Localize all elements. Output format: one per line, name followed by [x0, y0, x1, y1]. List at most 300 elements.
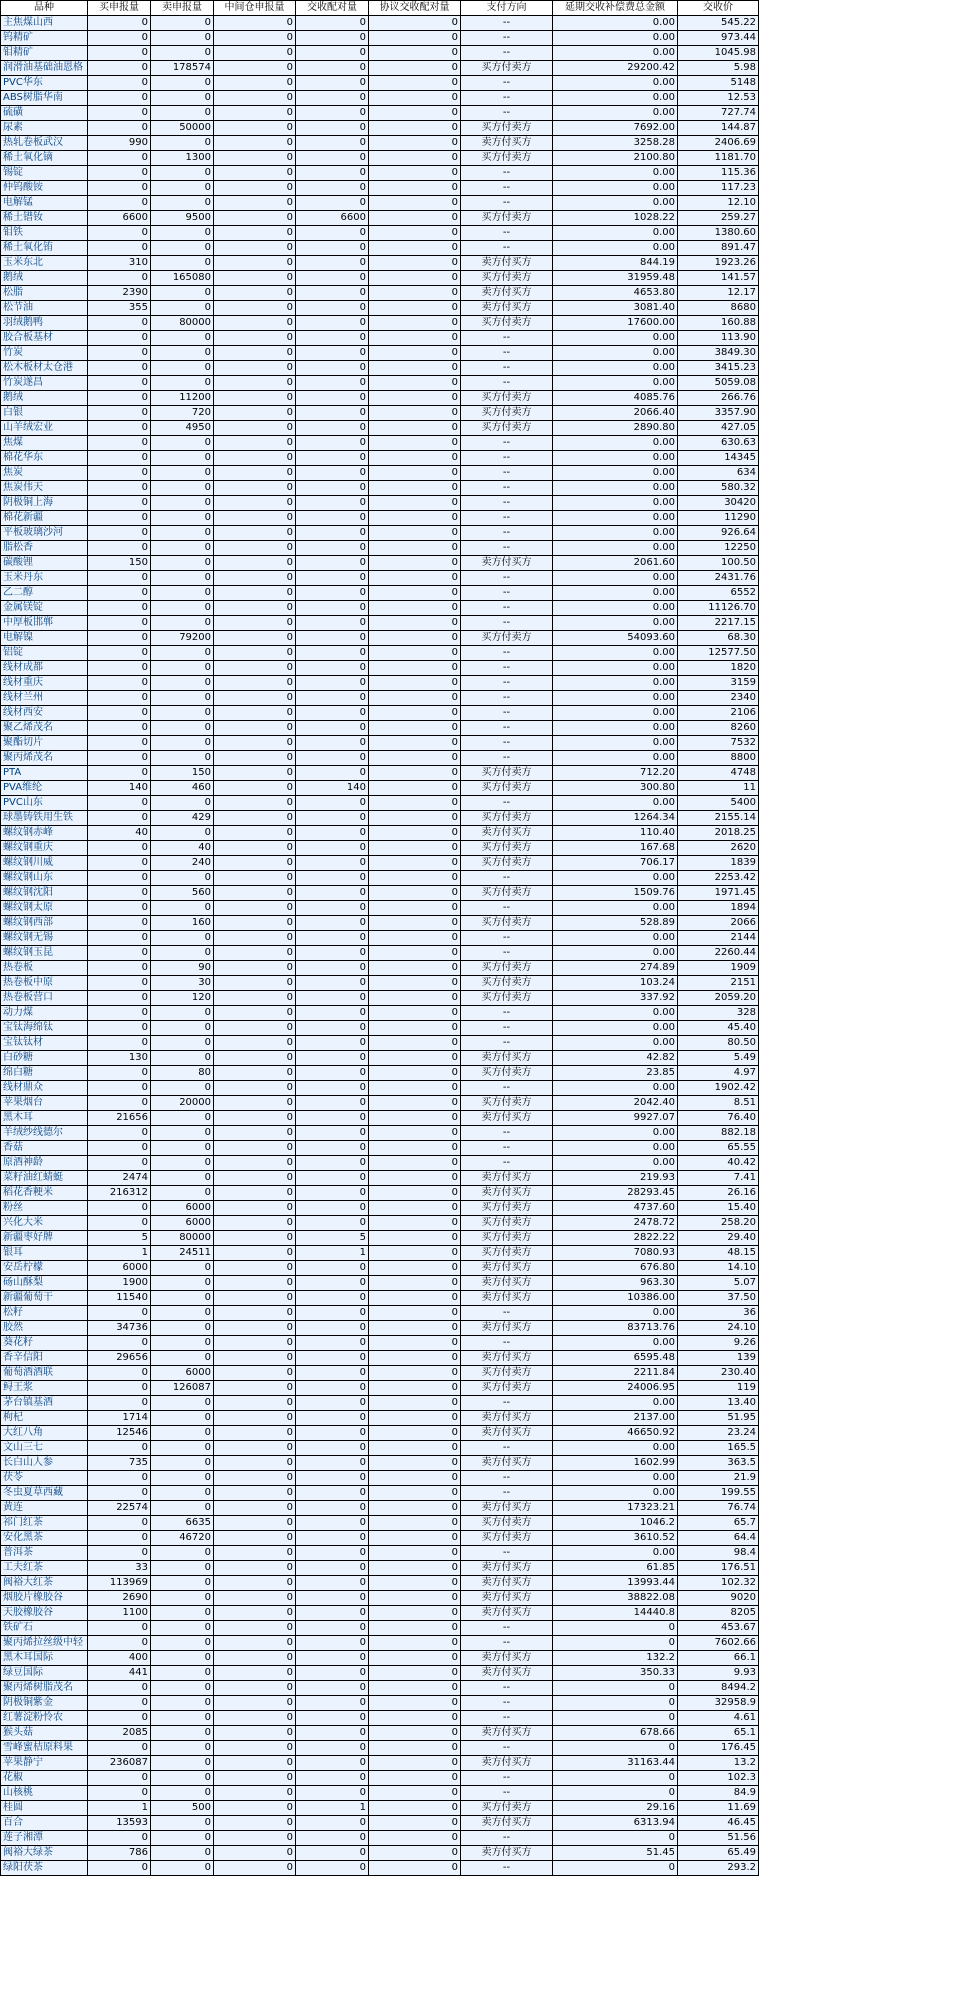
table-cell: 0 [151, 1156, 214, 1171]
table-row [1, 1831, 759, 1846]
table-cell: 0 [88, 991, 151, 1006]
commodity-name-cell: 白砂糖 [1, 1051, 88, 1066]
table-cell: 0 [214, 76, 296, 91]
table-cell: 1902.42 [678, 1081, 759, 1096]
table-cell: 0.00 [553, 1336, 678, 1351]
table-cell: 0 [296, 61, 369, 76]
table-cell: -- [461, 1546, 553, 1561]
commodity-name-cell: 主焦煤山西 [1, 16, 88, 31]
table-cell: 0 [296, 841, 369, 856]
table-cell: 0 [296, 766, 369, 781]
table-cell: 0 [369, 91, 461, 106]
commodity-name-cell: 竹炭 [1, 346, 88, 361]
table-cell: 0 [88, 121, 151, 136]
table-cell: 0 [369, 1516, 461, 1531]
table-row [1, 1246, 759, 1261]
table-cell: 0.00 [553, 721, 678, 736]
table-cell: 0 [88, 421, 151, 436]
table-cell: 0 [369, 961, 461, 976]
table-cell: 7532 [678, 736, 759, 751]
table-cell: 6600 [88, 211, 151, 226]
table-cell: 14440.8 [553, 1606, 678, 1621]
table-row [1, 1801, 759, 1816]
commodity-name-cell: 新疆枣好牌 [1, 1231, 88, 1246]
table-cell: 0 [214, 1051, 296, 1066]
table-row [1, 76, 759, 91]
table-cell: -- [461, 31, 553, 46]
table-cell: 0 [214, 121, 296, 136]
table-row [1, 1786, 759, 1801]
table-cell: 0 [88, 1036, 151, 1051]
table-cell: 0 [214, 1441, 296, 1456]
table-cell: 0 [296, 1051, 369, 1066]
table-cell: 48.15 [678, 1246, 759, 1261]
table-cell: 0 [369, 1081, 461, 1096]
table-row [1, 1636, 759, 1651]
table-cell: 0 [296, 1831, 369, 1846]
table-cell: 0 [88, 226, 151, 241]
table-cell: 0.00 [553, 616, 678, 631]
table-cell: 0 [214, 751, 296, 766]
table-cell: 卖方付买方 [461, 1846, 553, 1861]
table-row [1, 826, 759, 841]
table-row [1, 526, 759, 541]
table-cell: 0 [214, 1816, 296, 1831]
table-cell: -- [461, 1021, 553, 1036]
table-cell: 0 [88, 1531, 151, 1546]
table-cell: 0.00 [553, 451, 678, 466]
table-row [1, 61, 759, 76]
table-cell: 65.55 [678, 1141, 759, 1156]
table-row [1, 586, 759, 601]
table-cell: 8.51 [678, 1096, 759, 1111]
table-cell: 0 [214, 616, 296, 631]
table-cell: 0 [553, 1636, 678, 1651]
table-cell: 65.1 [678, 1726, 759, 1741]
table-cell: 0 [369, 1366, 461, 1381]
table-cell: 17600.00 [553, 316, 678, 331]
table-cell: 0 [88, 1126, 151, 1141]
table-row [1, 541, 759, 556]
table-cell: -- [461, 91, 553, 106]
table-row [1, 1261, 759, 1276]
table-cell: 0 [151, 556, 214, 571]
table-cell: 5 [296, 1231, 369, 1246]
table-cell: 0 [151, 1336, 214, 1351]
table-cell: -- [461, 1636, 553, 1651]
table-row [1, 1591, 759, 1606]
table-cell: 0 [214, 1426, 296, 1441]
commodity-name-cell: 宝钛钛材 [1, 1036, 88, 1051]
table-cell: 0 [151, 511, 214, 526]
table-cell: -- [461, 481, 553, 496]
table-row [1, 1081, 759, 1096]
table-row [1, 16, 759, 31]
table-cell: 0 [369, 1351, 461, 1366]
table-cell: 0 [214, 496, 296, 511]
table-row [1, 1711, 759, 1726]
table-cell: 3258.28 [553, 136, 678, 151]
table-cell: 0 [369, 301, 461, 316]
table-cell: 买方付卖方 [461, 781, 553, 796]
table-cell: 0 [553, 1711, 678, 1726]
table-cell: 0 [296, 316, 369, 331]
table-cell: 0 [296, 1021, 369, 1036]
table-row [1, 481, 759, 496]
table-cell: 6313.94 [553, 1816, 678, 1831]
table-cell: 0 [214, 1666, 296, 1681]
table-cell: 0 [88, 1696, 151, 1711]
table-cell: 0 [369, 106, 461, 121]
commodity-name-cell: 玉米东北 [1, 256, 88, 271]
table-cell: 8205 [678, 1606, 759, 1621]
table-cell: 0 [369, 391, 461, 406]
table-body [1, 16, 759, 1876]
table-cell: 0 [296, 556, 369, 571]
table-cell: 236087 [88, 1756, 151, 1771]
table-cell: 0 [88, 1471, 151, 1486]
table-cell: 0 [214, 1561, 296, 1576]
table-cell: 926.64 [678, 526, 759, 541]
table-cell: 0 [553, 1681, 678, 1696]
table-cell: 0 [369, 1201, 461, 1216]
table-cell: 0 [296, 1036, 369, 1051]
commodity-name-cell: 绵白糖 [1, 1066, 88, 1081]
table-cell: 0 [214, 241, 296, 256]
commodity-name-cell: 枸杞 [1, 1411, 88, 1426]
table-cell: 0 [296, 826, 369, 841]
table-cell: 0 [296, 1201, 369, 1216]
table-cell: 12.53 [678, 91, 759, 106]
table-cell: 7080.93 [553, 1246, 678, 1261]
table-cell: 0 [296, 16, 369, 31]
table-row [1, 121, 759, 136]
table-cell: 0 [214, 1846, 296, 1861]
table-cell: 0 [151, 1276, 214, 1291]
table-row [1, 1846, 759, 1861]
table-cell: 买方付卖方 [461, 211, 553, 226]
table-cell: 46.45 [678, 1816, 759, 1831]
table-row [1, 631, 759, 646]
table-cell: 0.00 [553, 331, 678, 346]
table-cell: 139 [678, 1351, 759, 1366]
table-cell: 0 [214, 376, 296, 391]
table-cell: 0 [296, 1591, 369, 1606]
table-row [1, 1471, 759, 1486]
table-cell: 0 [296, 151, 369, 166]
table-cell: -- [461, 16, 553, 31]
table-cell: 45.40 [678, 1021, 759, 1036]
table-row [1, 106, 759, 121]
commodity-name-cell: 菜籽油红蜻蜓 [1, 1171, 88, 1186]
table-cell: 0 [369, 1141, 461, 1156]
table-cell: 0.00 [553, 946, 678, 961]
table-cell: -- [461, 1861, 553, 1876]
table-cell: 0.00 [553, 1306, 678, 1321]
table-cell: 0 [369, 346, 461, 361]
table-cell: 0 [369, 496, 461, 511]
table-cell: 7.41 [678, 1171, 759, 1186]
table-cell: 0 [296, 241, 369, 256]
table-cell: 0 [369, 571, 461, 586]
table-cell: -- [461, 511, 553, 526]
table-cell: 0 [214, 1456, 296, 1471]
table-cell: 0 [214, 421, 296, 436]
table-row [1, 271, 759, 286]
table-cell: 0 [369, 826, 461, 841]
table-cell: 0 [369, 751, 461, 766]
table-cell: 卖方付买方 [461, 1591, 553, 1606]
table-cell: 2620 [678, 841, 759, 856]
table-cell: 0 [214, 226, 296, 241]
table-cell: -- [461, 1306, 553, 1321]
table-cell: 卖方付买方 [461, 1276, 553, 1291]
table-cell: 0 [214, 1111, 296, 1126]
table-cell: 买方付卖方 [461, 916, 553, 931]
table-cell: 0 [151, 91, 214, 106]
table-row [1, 601, 759, 616]
table-cell: 0 [88, 541, 151, 556]
table-cell: 199.55 [678, 1486, 759, 1501]
table-cell: 0.00 [553, 76, 678, 91]
table-cell: 0 [296, 1366, 369, 1381]
table-cell: 0 [88, 436, 151, 451]
table-cell: 0 [214, 1486, 296, 1501]
table-cell: 0 [296, 346, 369, 361]
table-cell: 0 [88, 1711, 151, 1726]
table-cell: -- [461, 1471, 553, 1486]
table-cell: 176.45 [678, 1741, 759, 1756]
table-row [1, 1771, 759, 1786]
table-cell: 0 [88, 16, 151, 31]
table-cell: 1971.45 [678, 886, 759, 901]
table-cell: 4737.60 [553, 1201, 678, 1216]
table-cell: 891.47 [678, 241, 759, 256]
table-cell: 720 [151, 406, 214, 421]
table-cell: 0 [369, 241, 461, 256]
table-cell: 卖方付买方 [461, 1816, 553, 1831]
table-cell: 0 [214, 1756, 296, 1771]
table-cell: 37.50 [678, 1291, 759, 1306]
table-cell: -- [461, 466, 553, 481]
commodity-name-cell: 焦煤 [1, 436, 88, 451]
table-cell: 0 [214, 466, 296, 481]
table-cell: 0 [214, 46, 296, 61]
table-cell: 0 [151, 1846, 214, 1861]
table-cell: 0 [214, 316, 296, 331]
table-cell: 0 [151, 196, 214, 211]
table-cell: 337.92 [553, 991, 678, 1006]
table-cell: 0 [151, 286, 214, 301]
table-cell: 3357.90 [678, 406, 759, 421]
table-cell: 0 [369, 811, 461, 826]
table-cell: 0 [369, 946, 461, 961]
table-cell: 0 [369, 871, 461, 886]
table-row [1, 901, 759, 916]
table-cell: 0 [151, 256, 214, 271]
table-cell: 66.1 [678, 1651, 759, 1666]
table-cell: 4085.76 [553, 391, 678, 406]
table-cell: 0 [369, 541, 461, 556]
table-cell: 0 [214, 1066, 296, 1081]
table-cell: 0 [369, 706, 461, 721]
table-cell: 8494.2 [678, 1681, 759, 1696]
table-cell: 0 [296, 1096, 369, 1111]
table-cell: 80.50 [678, 1036, 759, 1051]
commodity-name-cell: 铁矿石 [1, 1621, 88, 1636]
commodity-name-cell: 大红八角 [1, 1426, 88, 1441]
table-cell: 0 [214, 1366, 296, 1381]
commodity-name-cell: 松籽 [1, 1306, 88, 1321]
table-cell: 9.26 [678, 1336, 759, 1351]
table-cell: 0 [88, 751, 151, 766]
table-cell: 0 [151, 1771, 214, 1786]
table-cell: 0 [214, 1591, 296, 1606]
table-cell: 0 [369, 1501, 461, 1516]
table-cell: 0 [296, 1636, 369, 1651]
table-cell: 0 [296, 496, 369, 511]
table-cell: 0.00 [553, 1441, 678, 1456]
commodity-name-cell: 绿阳茯茶 [1, 1861, 88, 1876]
commodity-name-cell: 棉花新疆 [1, 511, 88, 526]
table-cell: 0.00 [553, 481, 678, 496]
table-row [1, 856, 759, 871]
table-cell: 0 [296, 1531, 369, 1546]
table-cell: 0 [214, 91, 296, 106]
table-row [1, 1351, 759, 1366]
table-cell: 0.00 [553, 46, 678, 61]
table-cell: 卖方付买方 [461, 1756, 553, 1771]
table-cell: 0 [151, 1261, 214, 1276]
commodity-name-cell: 银耳 [1, 1246, 88, 1261]
table-cell: 买方付卖方 [461, 1201, 553, 1216]
table-cell: 11290 [678, 511, 759, 526]
table-cell: 0 [369, 556, 461, 571]
table-cell: 0 [214, 721, 296, 736]
table-cell: 10386.00 [553, 1291, 678, 1306]
table-cell: 0 [88, 166, 151, 181]
table-cell: 0 [296, 1126, 369, 1141]
commodity-name-cell: 祁门红茶 [1, 1516, 88, 1531]
commodity-name-cell: 线材成都 [1, 661, 88, 676]
table-cell: 0 [151, 901, 214, 916]
table-cell: 0 [214, 1036, 296, 1051]
table-cell: 0 [214, 1606, 296, 1621]
table-cell: 2340 [678, 691, 759, 706]
table-cell: -- [461, 736, 553, 751]
table-cell: 0 [296, 466, 369, 481]
table-cell: 3849.30 [678, 346, 759, 361]
table-row [1, 1396, 759, 1411]
table-row [1, 1561, 759, 1576]
table-row [1, 991, 759, 1006]
table-row [1, 241, 759, 256]
table-row [1, 1816, 759, 1831]
table-cell: 160 [151, 916, 214, 931]
table-cell: 400 [88, 1651, 151, 1666]
table-cell: 0.00 [553, 91, 678, 106]
table-row [1, 1231, 759, 1246]
table-row [1, 691, 759, 706]
table-cell: 0 [88, 1516, 151, 1531]
table-cell: 0 [151, 601, 214, 616]
table-cell: 990 [88, 136, 151, 151]
table-cell: 76.40 [678, 1111, 759, 1126]
table-cell: 买方付卖方 [461, 991, 553, 1006]
table-cell: 0 [88, 1441, 151, 1456]
table-cell: 2431.76 [678, 571, 759, 586]
table-cell: 2690 [88, 1591, 151, 1606]
table-row [1, 376, 759, 391]
table-cell: 0 [151, 1021, 214, 1036]
table-cell: 买方付卖方 [461, 1096, 553, 1111]
table-cell: 0.00 [553, 871, 678, 886]
table-row [1, 331, 759, 346]
table-cell: 140 [88, 781, 151, 796]
table-cell: 0 [214, 661, 296, 676]
header-cell: 交收价 [678, 1, 759, 16]
table-cell: 0 [369, 1231, 461, 1246]
commodity-name-cell: 粉丝 [1, 1201, 88, 1216]
table-row [1, 721, 759, 736]
table-cell: 0.00 [553, 691, 678, 706]
table-cell: 2151 [678, 976, 759, 991]
table-cell: 0 [296, 586, 369, 601]
table-cell: 80000 [151, 1231, 214, 1246]
table-row [1, 151, 759, 166]
table-cell: 973.44 [678, 31, 759, 46]
table-cell: 0.00 [553, 466, 678, 481]
table-cell: 0 [214, 1861, 296, 1876]
commodity-name-cell: 润滑油基础油恩格 [1, 61, 88, 76]
table-cell: -- [461, 526, 553, 541]
table-cell: 0 [369, 991, 461, 1006]
table-cell: -- [461, 601, 553, 616]
table-cell: 0 [151, 571, 214, 586]
table-cell: 0 [369, 721, 461, 736]
table-cell: 0 [88, 526, 151, 541]
table-cell: 0 [151, 1291, 214, 1306]
table-cell: 0 [151, 1636, 214, 1651]
table-cell: 0 [296, 196, 369, 211]
table-cell: 0 [214, 1786, 296, 1801]
table-row [1, 676, 759, 691]
table-cell: 0 [214, 1006, 296, 1021]
table-cell: 卖方付买方 [461, 1291, 553, 1306]
table-cell: 31959.48 [553, 271, 678, 286]
table-cell: 80000 [151, 316, 214, 331]
table-cell: 0 [214, 346, 296, 361]
table-cell: 0 [88, 1636, 151, 1651]
table-row [1, 811, 759, 826]
table-row [1, 961, 759, 976]
table-cell: 0 [369, 121, 461, 136]
table-cell: 0 [151, 676, 214, 691]
table-cell: 30420 [678, 496, 759, 511]
table-cell: 258.20 [678, 1216, 759, 1231]
table-row [1, 361, 759, 376]
table-cell: 0 [88, 631, 151, 646]
table-cell: 0 [151, 1426, 214, 1441]
commodity-name-cell: 雪峰蜜桔原料果 [1, 1741, 88, 1756]
commodity-name-cell: 仲钨酸铵 [1, 181, 88, 196]
commodity-name-cell: 长白山人参 [1, 1456, 88, 1471]
table-row [1, 751, 759, 766]
table-cell: 0 [214, 871, 296, 886]
table-cell: 0 [296, 916, 369, 931]
table-cell: 0 [214, 256, 296, 271]
table-cell: 0 [88, 1216, 151, 1231]
